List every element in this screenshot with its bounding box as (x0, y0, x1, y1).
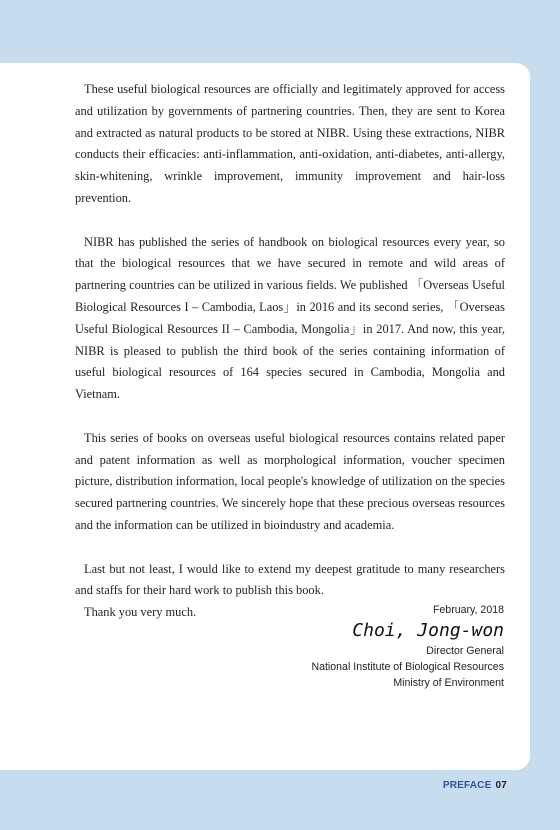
signature-block (311, 602, 504, 691)
page-sheet (0, 63, 530, 770)
signature-name: Choi, Jong-won (352, 620, 504, 641)
signature-title: Director General (426, 645, 504, 657)
page-footer (443, 780, 507, 791)
signature-institute: National Institute of Biological Resources (311, 661, 504, 673)
paragraph-handbook-series: NIBR has published the series of handbook on biological resources every year, so that the biological resources that we have secured in remote and wild areas of partnering countries can be utilized in various fields. We published 「Overseas Useful Biological Resources I – Cambodia, Laos」in 2016 and its second series, 「Overseas Useful Biological Resources II – Cambodia, Mongolia」in 2017. And now, this year, NIBR is pleased to publish the third book of the series containing information of useful biological resources of 164 species secured in Cambodia, Mongolia and Vietnam. (75, 234, 505, 402)
paragraph-resources: These useful biological resources are officially and legitimately approved for access and utilization by governments of partnering countries. Then, they are sent to Korea and extracted as natural products to be stored at NIBR. Using these extractions, NIBR conducts their efficacies: anti-inflammation, anti-oxidation, anti-diabetes, anti-allergy, skin-whitening, wrinkle improvement, immunity improvement and hair-loss prevention. (75, 82, 505, 205)
paragraph-gratitude: Last but not least, I would like to extend my deepest gratitude to many researchers and staffs for their hard work to publish this book. (75, 561, 505, 598)
footer-page-number: 07 (495, 780, 507, 791)
paragraph-book-contents: This series of books on overseas useful biological resources contains related paper and patent information as well as morphological information, voucher specimen picture, distribution information, local people's knowledge of utilization on the species secured partnering countries. We sincerely hope that these precious overseas resources and the information can be utilized in bioindustry and academia. (75, 430, 505, 532)
signature-ministry: Ministry of Environment (393, 677, 504, 689)
preface-body (75, 79, 505, 624)
footer-section-label: PREFACE (442, 780, 492, 791)
paragraph-thanks: Thank you very much. (84, 605, 197, 620)
signature-date: February, 2018 (432, 604, 504, 616)
